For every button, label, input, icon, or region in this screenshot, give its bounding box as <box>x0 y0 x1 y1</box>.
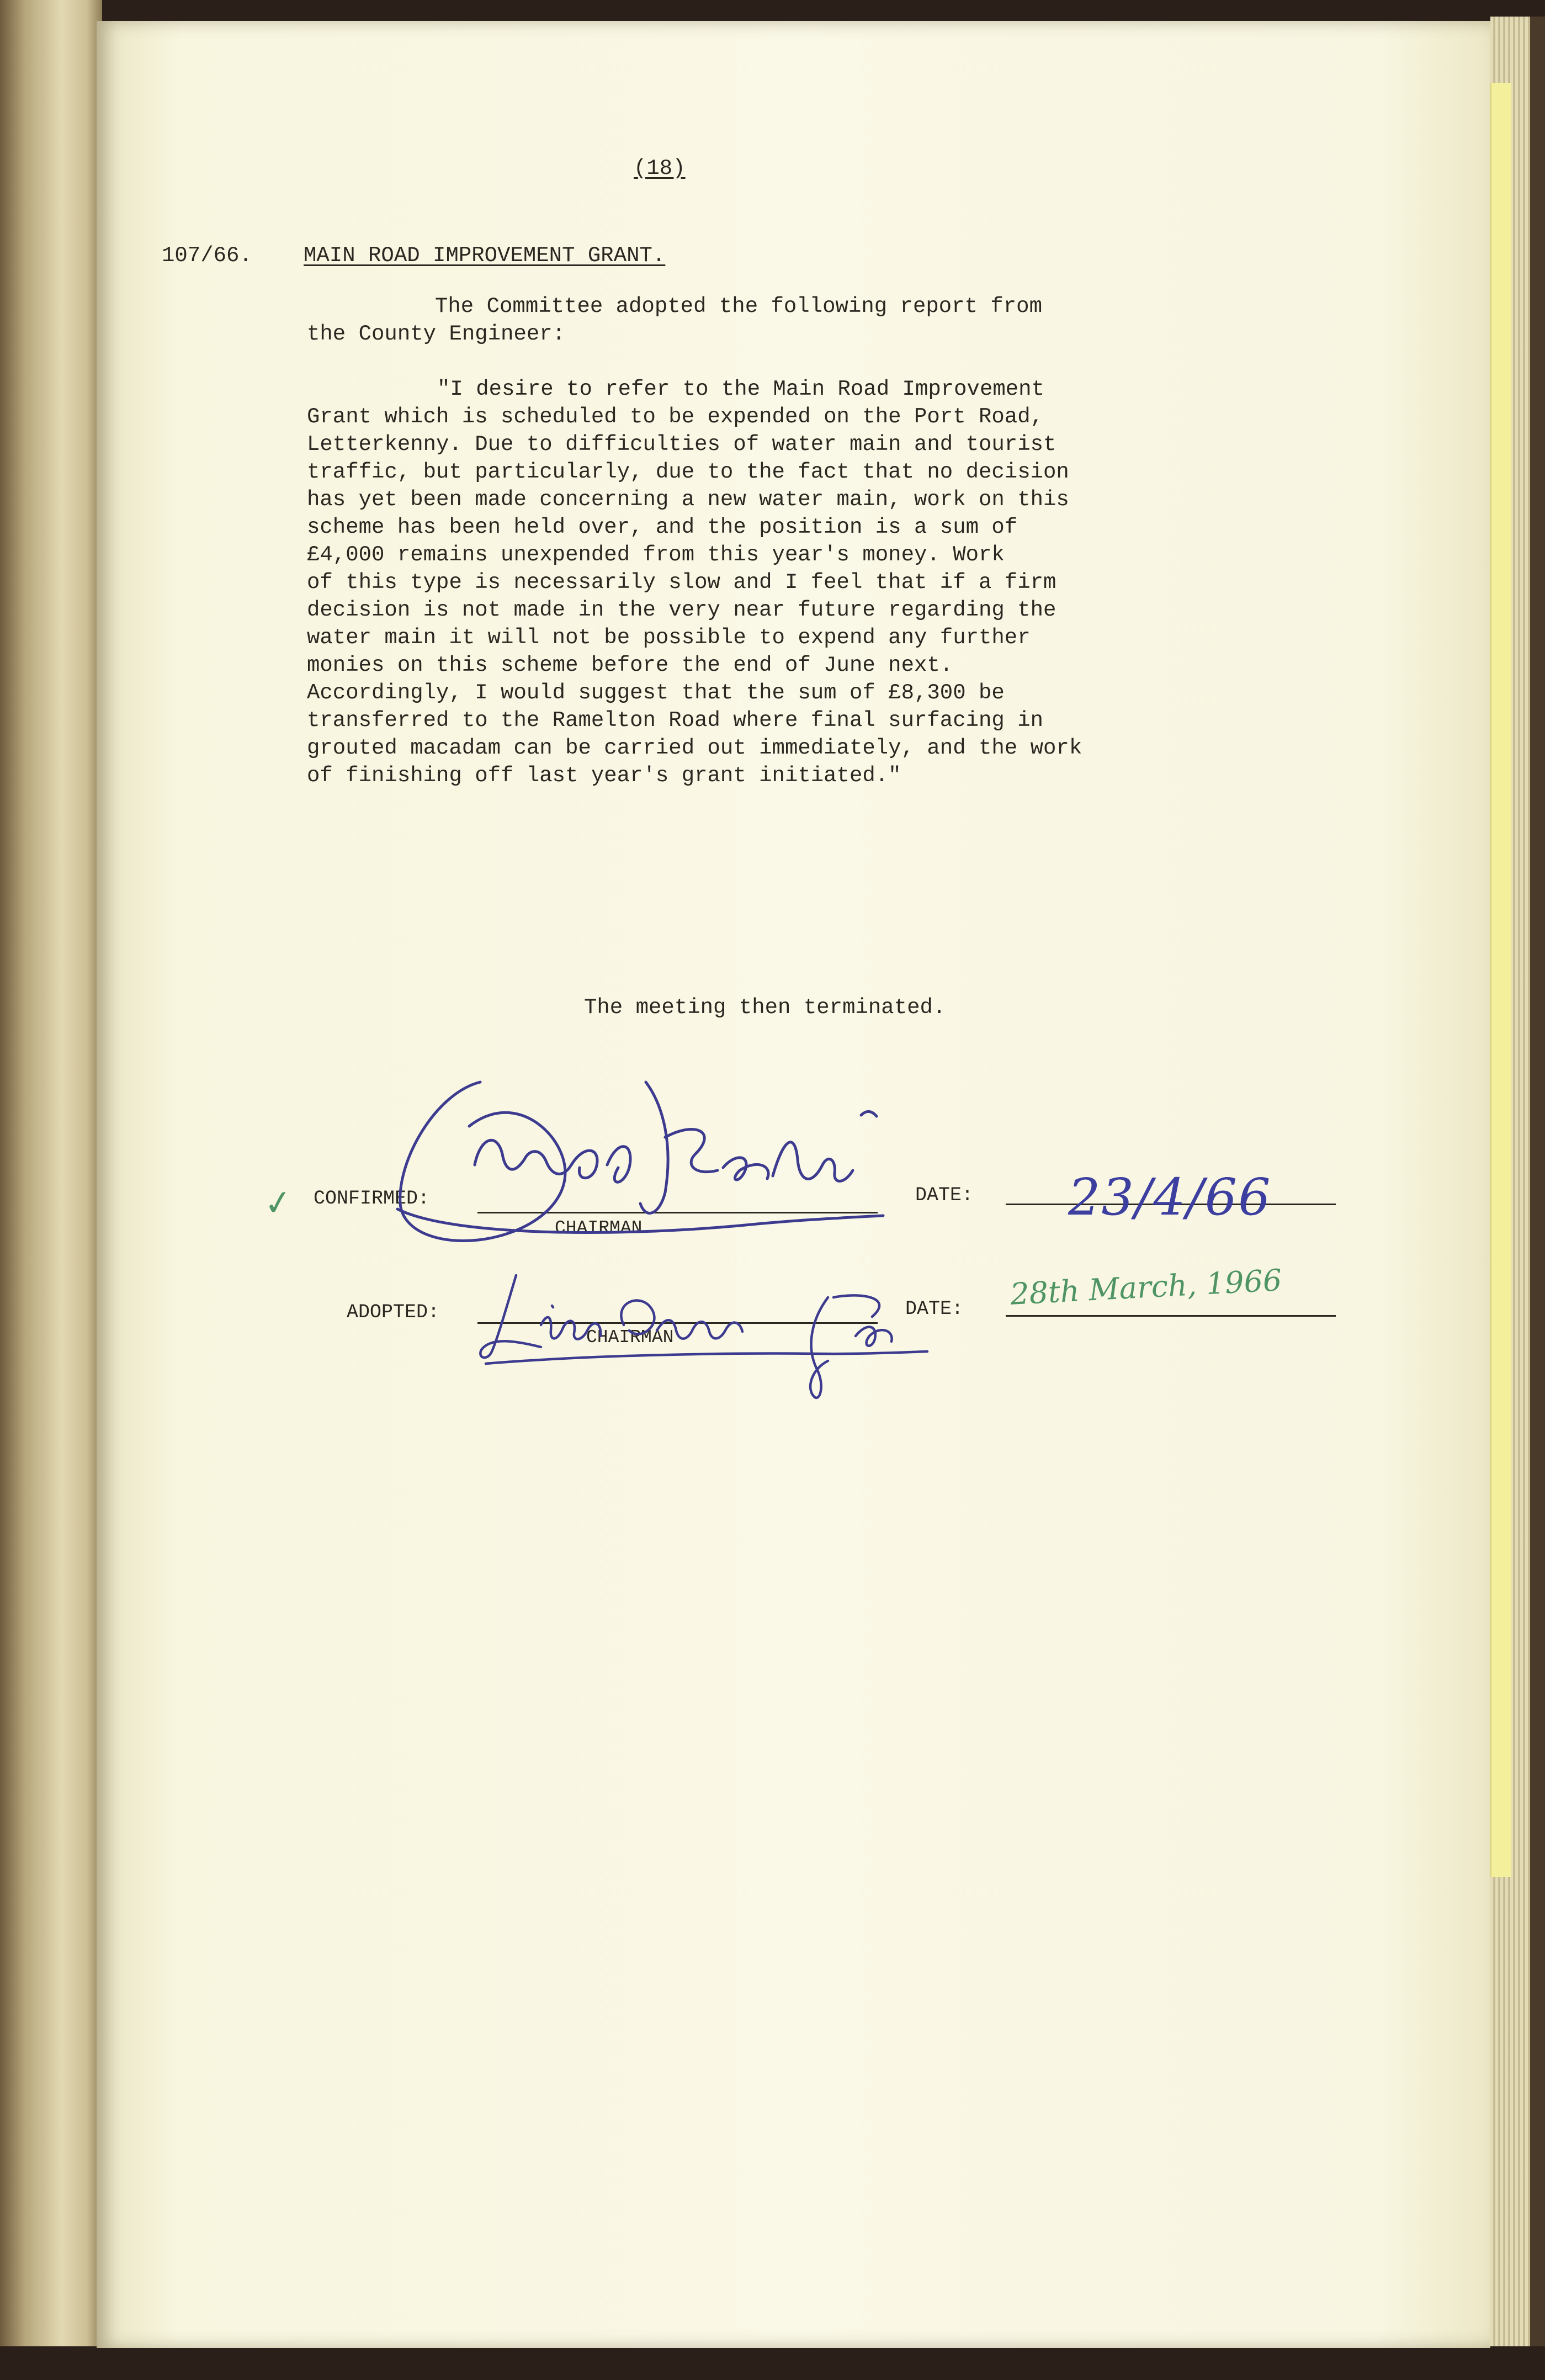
minute-heading: MAIN ROAD IMPROVEMENT GRANT. <box>304 243 666 268</box>
report-line: decision is not made in the very near future regarding the <box>307 598 1056 622</box>
report-line: Grant which is scheduled to be expended on the Port Road, <box>307 405 1044 429</box>
report-line: water main it will not be possible to expend any further <box>307 626 1031 650</box>
book-top-edge <box>97 0 1545 22</box>
report-line: of this type is necessarily slow and I feel that if a firm <box>307 570 1056 595</box>
report-line: monies on this scheme before the end of June next. <box>307 653 953 677</box>
book-bottom-edge <box>0 2346 1545 2380</box>
adopted-label: ADOPTED: <box>347 1301 440 1323</box>
minute-number: 107/66. <box>162 243 252 268</box>
report-line: of finishing off last year's grant initiated." <box>307 764 901 788</box>
adopted-chairman-signature <box>475 1259 960 1402</box>
report-line: scheme has been held over, and the position is a sum of <box>307 515 1018 539</box>
adopted-date-line <box>1006 1315 1336 1317</box>
confirmed-label: CONFIRMED: <box>314 1188 430 1210</box>
confirmed-date-label: DATE: <box>915 1184 974 1206</box>
intro-line: the County Engineer: <box>307 322 566 346</box>
report-line: transferred to the Ramelton Road where final surfacing in <box>307 708 1044 733</box>
confirmed-date-handwritten: 23/4/66 <box>1068 1168 1272 1227</box>
confirmed-chairman-label: CHAIRMAN <box>555 1218 643 1238</box>
report-line: "I desire to refer to the Main Road Improvement <box>437 377 1044 401</box>
confirmed-chairman-signature <box>386 1071 916 1270</box>
report-line: grouted macadam can be carried out immediately, and the work <box>307 736 1082 760</box>
report-line: Accordingly, I would suggest that the sum of £8,300 be <box>307 681 1005 705</box>
book-binding-left <box>0 0 102 2380</box>
book-cover-right <box>1530 17 1545 2352</box>
intro-line: The Committee adopted the following report from <box>435 294 1042 319</box>
tick-mark: ✓ <box>261 1180 295 1225</box>
adopted-chairman-label: CHAIRMAN <box>586 1327 674 1348</box>
adopted-date-handwritten: 28th March, 1966 <box>1009 1263 1283 1312</box>
report-line: has yet been made concerning a new water main, work on this <box>307 487 1069 512</box>
report-line: traffic, but particularly, due to the fact that no decision <box>307 460 1069 484</box>
report-line: Letterkenny. Due to difficulties of water main and tourist <box>307 432 1056 457</box>
page-number: (18) <box>634 156 686 181</box>
book-yellow-tab <box>1490 83 1511 1877</box>
closing-statement: The meeting then terminated. <box>584 995 946 1020</box>
report-line: £4,000 remains unexpended from this year's money. Work <box>307 543 1005 567</box>
adopted-date-label: DATE: <box>905 1298 964 1320</box>
